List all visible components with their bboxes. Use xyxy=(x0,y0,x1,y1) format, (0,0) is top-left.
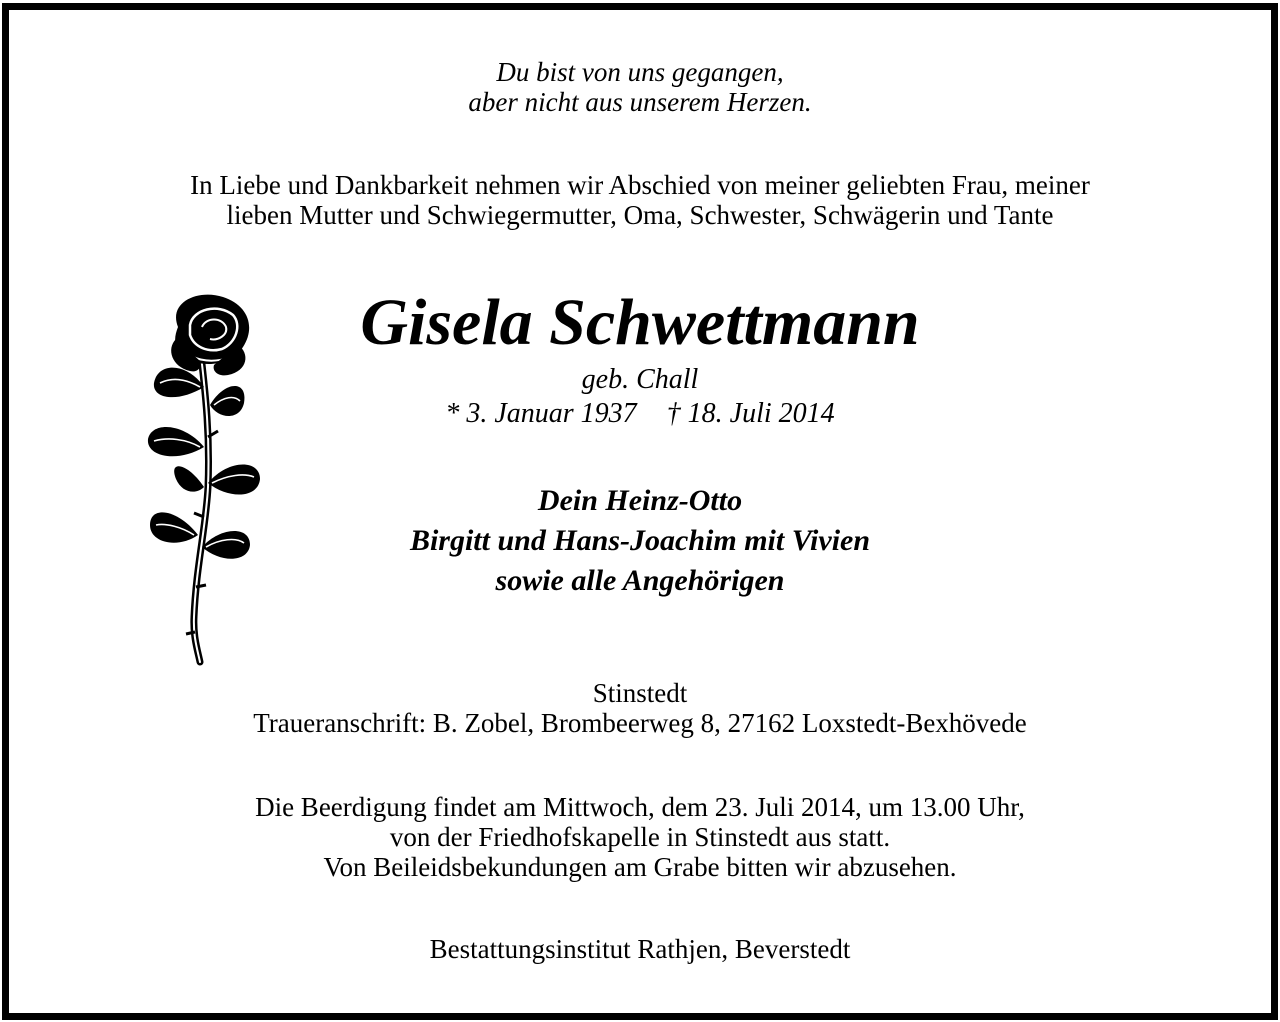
funeral-line-1: Die Beerdigung findet am Mittwoch, dem 23. Juli 2014, um 13.00 Uhr, xyxy=(255,792,1025,822)
mourner-line-2: Birgitt und Hans-Joachim mit Vivien xyxy=(409,524,871,557)
mourner-line-3: sowie alle Angehörigen xyxy=(495,564,785,597)
intro-line-1: In Liebe und Dankbarkeit nehmen wir Abschied von meiner geliebten Frau, meiner xyxy=(190,170,1090,200)
mourner-line-1: Dein Heinz-Otto xyxy=(537,484,743,517)
mourning-address: Traueranschrift: B. Zobel, Brombeerweg 8, 27162 Loxstedt-Bexhövede xyxy=(253,708,1027,738)
maiden-name: geb. Chall xyxy=(581,364,699,395)
funeral-line-2: von der Friedhofskapelle in Stinstedt aus statt. xyxy=(389,822,891,852)
life-dates xyxy=(0,398,1280,430)
funeral-line-3: Von Beileidsbekundungen am Grabe bitten wir abzusehen. xyxy=(323,852,957,882)
motto-line-2: aber nicht aus unserem Herzen. xyxy=(468,87,812,117)
intro-line-2: lieben Mutter und Schwiegermutter, Oma, Schwester, Schwägerin und Tante xyxy=(226,200,1054,230)
place: Stinstedt xyxy=(592,678,688,708)
death-date: † 18. Juli 2014 xyxy=(666,398,835,429)
motto-line-1: Du bist von uns gegangen, xyxy=(496,57,784,87)
birth-date: * 3. Januar 1937 xyxy=(445,398,637,429)
deceased-name: Gisela Schwettmann xyxy=(360,286,920,359)
undertaker: Bestattungsinstitut Rathjen, Beverstedt xyxy=(429,934,851,964)
